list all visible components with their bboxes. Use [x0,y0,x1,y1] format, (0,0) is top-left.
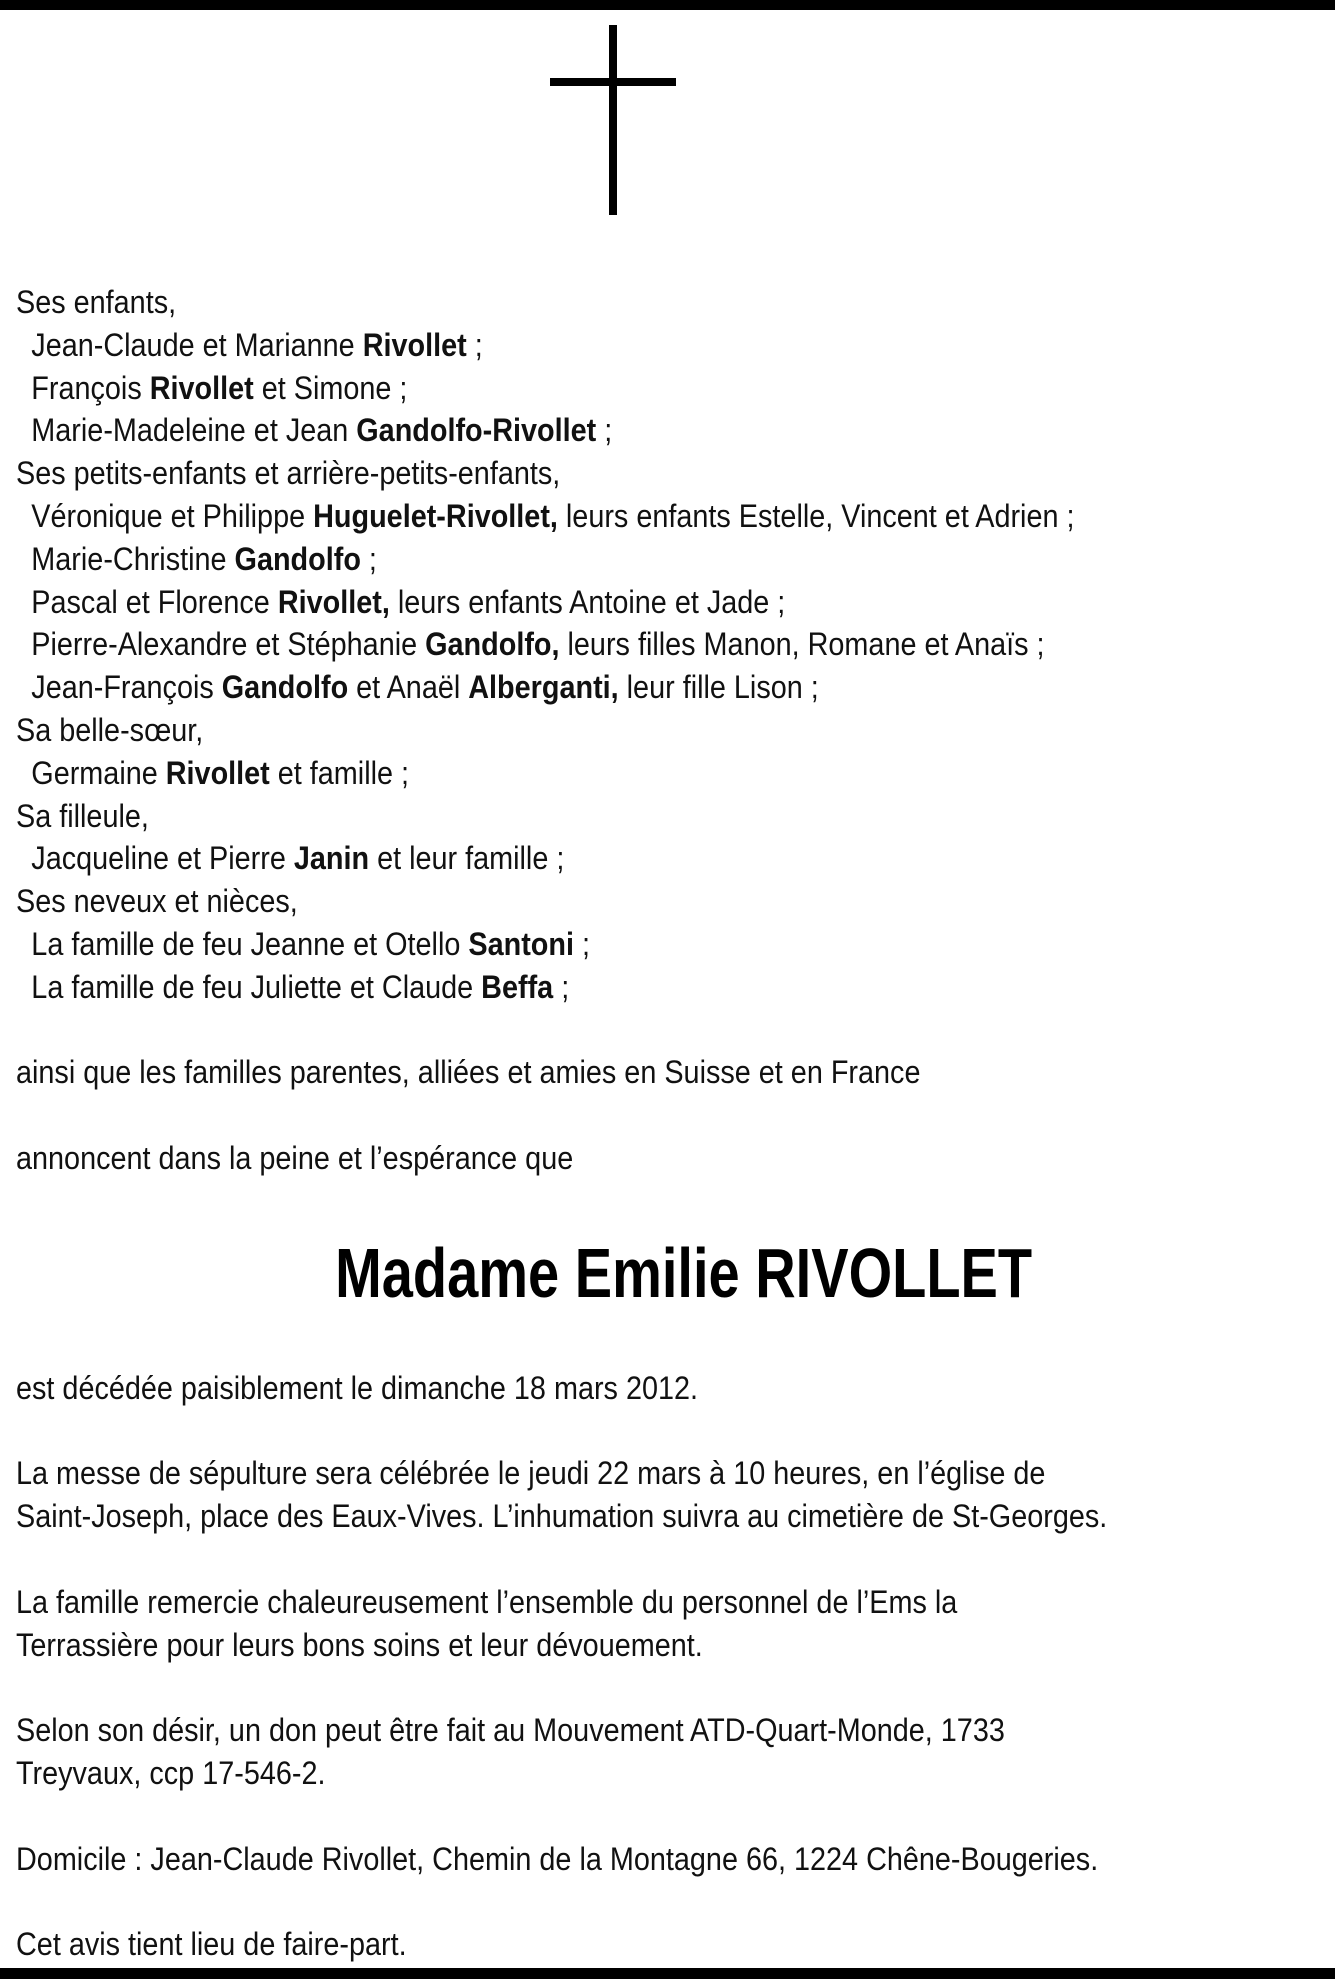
text-segment: leurs enfants Estelle, Vincent et Adrien ; [557,497,1075,534]
surname: Alberganti, [468,669,619,706]
paragraph-line: Terrassière pour leurs bons soins et leur dévouement. [16,1626,703,1663]
surname: Rivollet [165,754,270,791]
family-member-line [16,837,1321,880]
surname: Rivollet, [277,583,390,620]
spacer [16,1410,1321,1453]
text-segment: et leur famille ; [369,840,565,877]
family-member-line [16,623,1321,666]
family-group-heading [16,452,1321,495]
paragraph-line: Domicile : Jean-Claude Rivollet, Chemin de la Montagne 66, 1224 Chêne-Bougeries. [16,1840,1099,1877]
surname: Gandolfo [221,669,349,706]
surname: Santoni [468,925,574,962]
text-segment: Marie-Madeleine et Jean [31,412,357,449]
text-segment: et Anaël [348,669,469,706]
family-group-heading [16,880,1321,923]
text-segment: ; [466,326,483,363]
text-segment: La famille de feu Jeanne et Otello [31,925,469,962]
family-member-line [16,966,1321,1009]
family-member-line [16,367,1321,410]
deceased-name: Madame Emilie RIVOLLET [334,1233,1032,1312]
surname: Huguelet-Rivollet, [313,497,558,534]
text-segment: ; [573,925,590,962]
top-border [0,0,1335,10]
family-member-line [16,495,1321,538]
intro-announce: annoncent dans la peine et l’espérance que [16,1139,574,1176]
spacer [16,1880,1321,1923]
text-segment: ; [596,412,613,449]
text-segment: Marie-Christine [31,540,235,577]
family-member-line [16,923,1321,966]
text-segment: Ses petits-enfants et arrière-petits-enfants, [16,455,561,492]
surname: Rivollet [149,369,254,406]
paragraphs [16,1367,1321,1966]
text-segment: François [31,369,150,406]
spacer [16,1009,1321,1052]
text-segment: Pierre-Alexandre et Stéphanie [31,626,426,663]
family-member-line [16,538,1321,581]
family-member-line [16,666,1321,709]
family-group-heading [16,709,1321,752]
paragraph-line: La messe de sépulture sera célébrée le jeudi 22 mars à 10 heures, en l’église de [16,1455,1046,1492]
text-segment: Jean-François [31,669,222,706]
paragraph-line: Saint-Joseph, place des Eaux-Vives. L’inhumation suivra au cimetière de St-Georges. [16,1498,1108,1535]
family-member-line [16,752,1321,795]
text-segment: leurs filles Manon, Romane et Anaïs ; [559,626,1045,663]
text-segment: leurs enfants Antoine et Jade ; [389,583,786,620]
text-segment: Sa filleule, [16,797,149,834]
family-group-heading [16,795,1321,838]
text-segment: ; [360,540,377,577]
spacer [16,1538,1321,1581]
text-segment: La famille de feu Juliette et Claude [31,968,482,1005]
text-segment: Jean-Claude et Marianne [31,326,363,363]
surname: Beffa [481,968,554,1005]
surname: Gandolfo, [425,626,560,663]
text-segment: Ses enfants, [16,284,177,320]
text-segment: et famille ; [269,754,410,791]
text-segment: Ses neveux et nièces, [16,883,298,920]
family-member-line [16,409,1321,452]
paragraph-line: Selon son désir, un don peut être fait au Mouvement ATD-Quart-Monde, 1733 [16,1712,1005,1749]
bottom-border [0,1968,1335,1979]
paragraph-line: Cet avis tient lieu de faire-part. [16,1926,407,1963]
obituary-text [16,281,1321,1966]
text-segment: Pascal et Florence [31,583,278,620]
paragraph-line: La famille remercie chaleureusement l’ensemble du personnel de l’Ems la [16,1583,958,1620]
surname: Janin [293,840,370,877]
cross-vertical [609,25,617,215]
text-segment: leur fille Lison ; [618,669,819,706]
intro-relatives: ainsi que les familles parentes, alliées et amies en Suisse et en France [16,1054,921,1091]
family-list [16,281,1321,1009]
family-group-heading [16,281,1321,324]
paragraph-line: Treyvaux, ccp 17-546-2. [16,1754,326,1791]
text-segment: Germaine [31,754,166,791]
text-segment: ; [553,968,570,1005]
family-member-line [16,324,1321,367]
family-member-line [16,581,1321,624]
text-segment: Véronique et Philippe [31,497,314,534]
cross-horizontal [550,78,676,86]
text-segment: Sa belle-sœur, [16,711,204,748]
spacer [16,1795,1321,1838]
title-wrap [16,1180,1335,1367]
text-segment: Jacqueline et Pierre [31,840,294,877]
surname: Gandolfo [234,540,361,577]
surname: Gandolfo-Rivollet [356,412,597,449]
spacer [16,1094,1321,1137]
text-segment: et Simone ; [253,369,408,406]
surname: Rivollet [362,326,467,363]
paragraph-line: est décédée paisiblement le dimanche 18 mars 2012. [16,1369,699,1406]
spacer [16,1666,1321,1709]
